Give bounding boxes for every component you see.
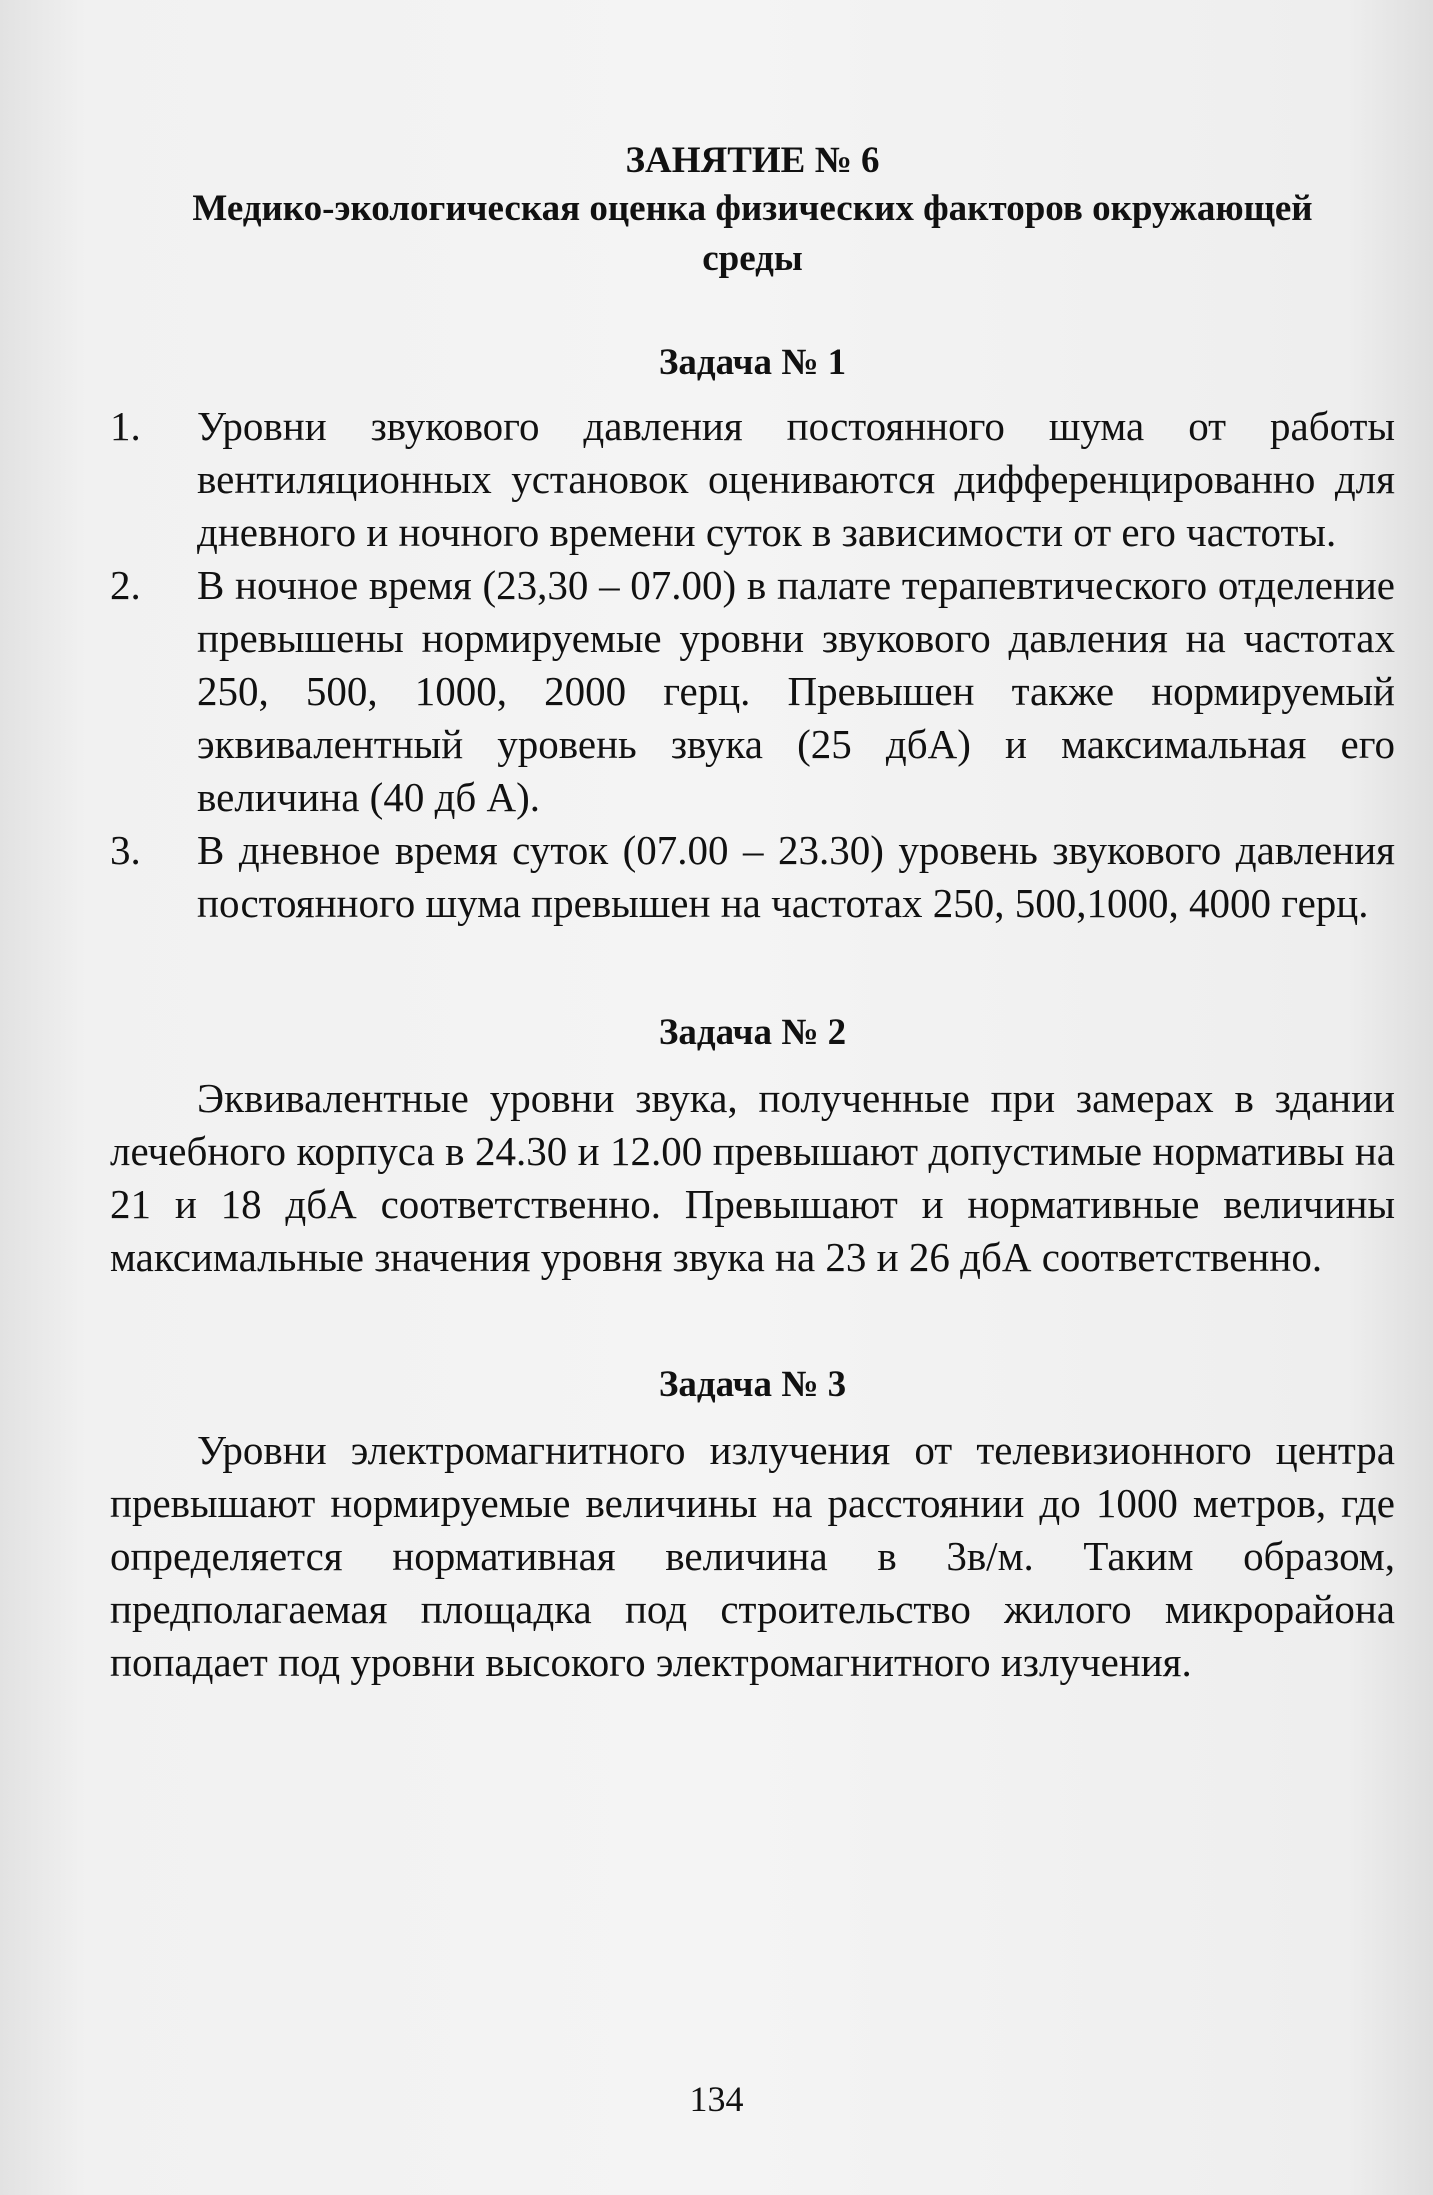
lesson-header xyxy=(110,138,1395,284)
page-content xyxy=(110,138,1395,1689)
list-item-number: 3. xyxy=(110,827,141,873)
task-3-heading: Задача № 3 xyxy=(658,1364,847,1405)
list-item xyxy=(110,559,1395,824)
lesson-title: ЗАНЯТИЕ № 6 xyxy=(625,140,880,181)
lesson-subtitle: Медико-экологическая оценка физических факторов окружающей среды xyxy=(192,188,1313,279)
task-1 xyxy=(110,340,1395,930)
task-1-heading: Задача № 1 xyxy=(658,342,847,383)
page-number: 134 xyxy=(689,2079,744,2119)
task-2-heading: Задача № 2 xyxy=(658,1012,847,1053)
list-item-text: В дневное время суток (07.00 – 23.30) уровень звукового давления постоянного шума превышен на частотах 250, 500,1000, 4000 герц. xyxy=(197,827,1395,926)
list-item xyxy=(110,400,1395,559)
list-item-text: В ночное время (23,30 – 07.00) в палате терапевтического отделение превышены нормируемые уровни звукового давления на частотах 250, 500, 1000, 2000 герц. Превышен также нормируемый эквивалентный уровень звука (25 дбА) и максимальная его величина (40 дб А). xyxy=(197,562,1395,820)
list-item-text: Уровни звукового давления постоянного шума от работы вентиляционных установок оцениваются дифференцированно для дневного и ночного времени суток в зависимости от его частоты. xyxy=(197,403,1395,555)
task-3 xyxy=(110,1362,1395,1689)
list-item-number: 1. xyxy=(110,403,141,449)
task-1-list xyxy=(110,400,1395,930)
task-3-text: Уровни электромагнитного излучения от телевизионного центра превышают нормируемые величины на расстоянии до 1000 метров, где определяется нормативная величина в 3в/м. Таким образом, предполагаемая площадка под строительство жилого микрорайона попадает под уровни высокого электромагнитного излучения. xyxy=(110,1427,1395,1685)
list-item-number: 2. xyxy=(110,562,141,608)
task-2-text: Эквивалентные уровни звука, полученные при замерах в здании лечебного корпуса в 24.30 и 12.00 превышают допустимые нормативы на 21 и 18 дбА соответственно. Превышают и нормативные величины максимальные значения уровня звука на 23 и 26 дбА соответственно. xyxy=(110,1075,1395,1280)
task-2 xyxy=(110,1010,1395,1284)
list-item xyxy=(110,824,1395,930)
